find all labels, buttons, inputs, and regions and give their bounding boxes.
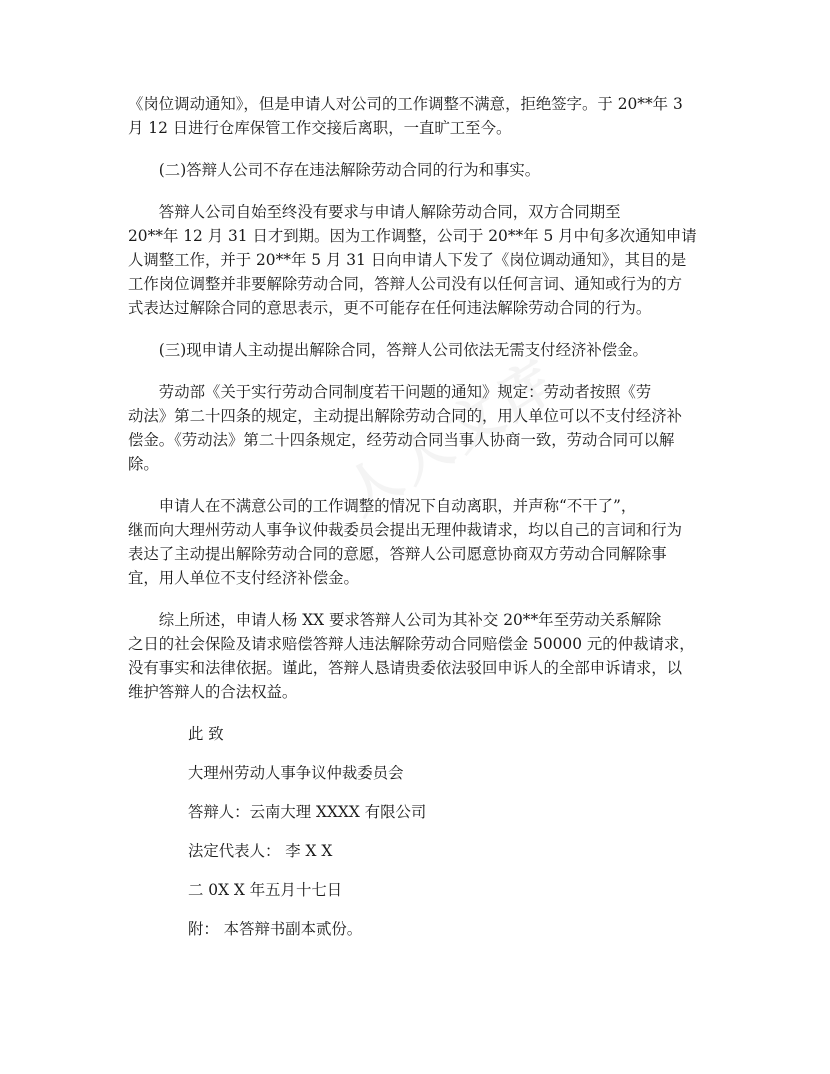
closing-attachment: 附： 本答辩书副本贰份。 [188,920,363,938]
paragraph-voluntary-resignation [128,494,714,590]
text-line: 工作岗位调整并非要解除劳动合同，答辩人公司没有以任何言词、通知或行为的方 [128,275,683,293]
text-line: 《岗位调动通知》，但是申请人对公司的工作调整不满意，拒绝签字。于 20**年 3 [128,95,683,113]
text-line: 人调整工作，并于 20**年 5 月 31 日向申请人下发了《岗位调动通知》，其目的是 [128,251,687,269]
closing-respondent: 答辩人：云南大理 XXXX 有限公司 [188,803,427,821]
text-line: 申请人在不满意公司的工作调整的情况下自动离职，并声称“不干了”， [158,497,637,515]
paragraph-no-termination [128,200,714,320]
text-line: 综上所述，申请人杨 XX 要求答辩人公司为其补交 20**年至劳动关系解除 [158,611,662,629]
text-line: 20**年 12 月 31 日才到期。因为工作调整，公司于 20**年 5 月中旬多次通知申请 [128,227,697,245]
text-line: 答辩人公司自始至终没有要求与申请人解除劳动合同，双方合同期至 [158,203,621,221]
closing-salutation: 此 致 [188,725,224,743]
document-body [128,92,714,956]
text-line: 劳动部《关于实行劳动合同制度若干问题的通知》规定：劳动者按照《劳 [158,383,652,401]
text-line: 宜，用人单位不支付经济补偿金。 [128,569,359,587]
closing-representative: 法定代表人： 李 X X [188,842,333,860]
text-line: 动法》第二十四条的规定，主动提出解除劳动合同的，用人单位可以不支付经济补 [128,407,683,425]
paragraph-conclusion [128,608,714,704]
text-line: 月 12 日进行仓库保管工作交接后离职，一直旷工至今。 [128,119,512,137]
text-line: 偿金。《劳动法》第二十四条规定，经劳动合同当事人协商一致，劳动合同可以解 [128,431,675,449]
closing-recipient: 大理州劳动人事争议仲裁委员会 [188,764,404,782]
section-heading-2 [128,158,714,182]
text-line: (二)答辩人公司不存在违法解除劳动合同的行为和事实。 [158,161,541,179]
text-line: 之日的社会保险及请求赔偿答辩人违法解除劳动合同赔偿金 50000 元的仲裁请求， [128,635,695,653]
text-line: 继而向大理州劳动人事争议仲裁委员会提出无理仲裁请求，均以自己的言词和行为 [128,521,683,539]
text-line: 表达了主动提出解除劳动合同的意愿，答辩人公司愿意协商双方劳动合同解除事 [128,545,667,563]
text-line: 维护答辩人的合法权益。 [128,683,298,701]
text-line: 没有事实和法律依据。谨此，答辩人恳请贵委依法驳回申诉人的全部申诉请求，以 [128,659,683,677]
paragraph-labor-law [128,380,714,476]
text-line: 式表达过解除合同的意思表示，更不可能存在任何违法解除劳动合同的行为。 [128,299,652,317]
section-heading-3 [128,338,714,362]
text-line: 除。 [128,455,159,473]
paragraph-job-transfer [128,92,714,140]
closing-date: 二 0X X 年五月十七日 [188,881,343,899]
text-line: (三)现申请人主动提出解除合同，答辩人公司依法无需支付经济补偿金。 [158,341,648,359]
